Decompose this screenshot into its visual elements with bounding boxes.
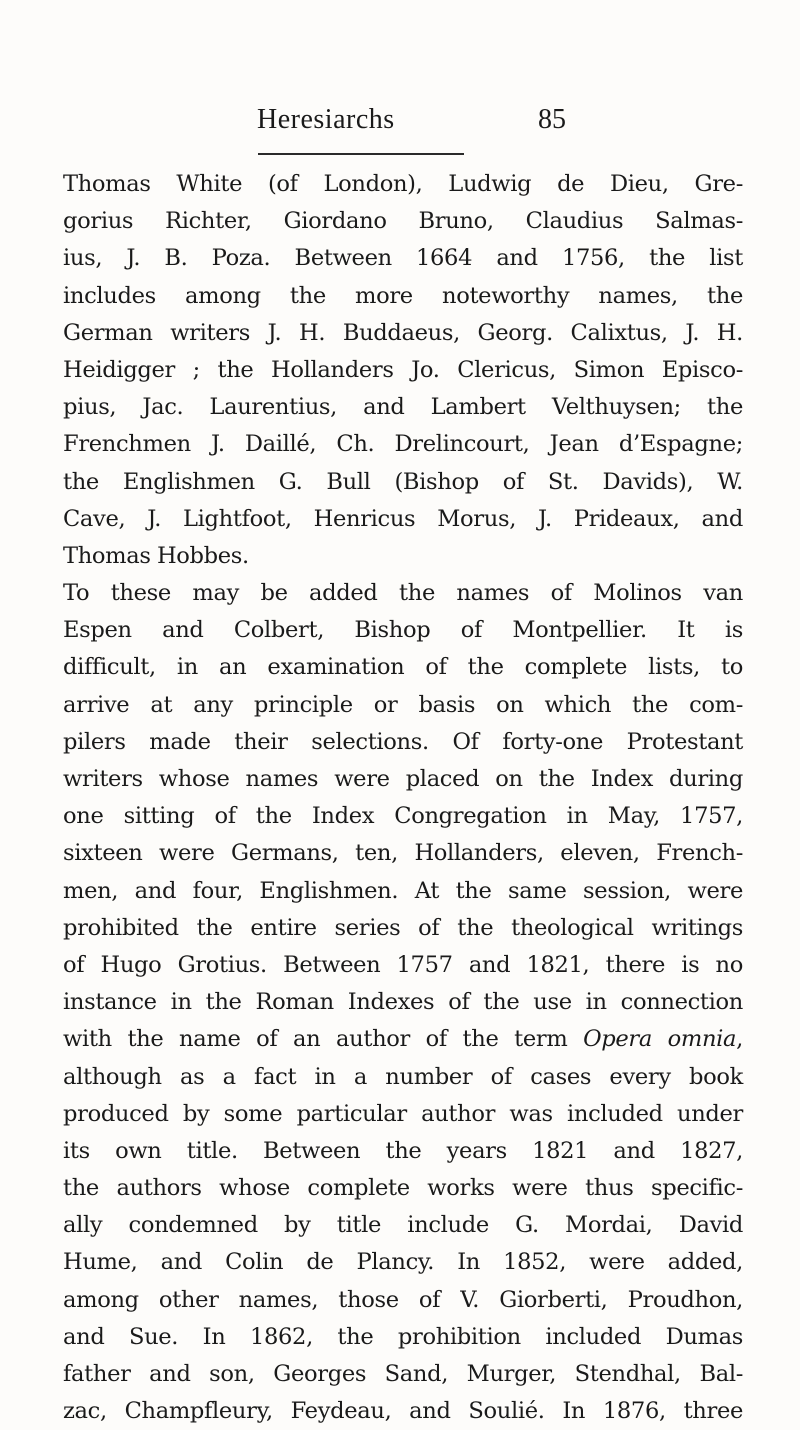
text-line: Thomas White (of London), Ludwig de Dieu, Gre- [63,171,743,197]
text-line: arrive at any principle or basis on which the com- [63,691,743,718]
italic-phrase: Opera omnia [583,1026,737,1053]
running-title: Heresiarchs [257,104,395,135]
text-line: prohibited the entire series of the theological writings [63,914,743,941]
text-line: produced by some particular author was included under [63,1100,743,1127]
text-line: Espen and Colbert, Bishop of Montpellier. It is [63,617,743,644]
text-line: although as a fact in a number of cases every book [63,1063,743,1090]
text-line: To these may be added the names of Molinos van [63,580,743,607]
text-line: ally condemned by title include G. Mordai, David [63,1212,743,1239]
text-line: the Englishmen G. Bull (Bishop of St. Davids), W. [63,468,743,495]
text-line-with-italic [63,1021,743,1058]
text-line: its own title. Between the years 1821 and 1827, [63,1137,743,1164]
text-line: writers whose names were placed on the Index during [63,766,743,792]
text-line: Cave, J. Lightfoot, Henricus Morus, J. Prideaux, and [63,505,743,532]
text-line: gorius Richter, Giordano Bruno, Claudius Salmas- [63,208,743,235]
text-line: the authors whose complete works were thus specific- [63,1175,743,1202]
text-line: and Sue. In 1862, the prohibition included Dumas [63,1323,743,1350]
text-line: father and son, Georges Sand, Murger, Stendhal, Bal- [63,1361,743,1387]
text-line: includes among the more noteworthy names, the [63,282,743,309]
text-line: sixteen were Germans, ten, Hollanders, eleven, French- [63,840,743,867]
text-line: instance in the Roman Indexes of the use in connection [63,989,743,1016]
body-text [63,166,743,1430]
italic-trailing-punct: , [736,1026,744,1053]
running-header [0,100,800,140]
text-line: men, and four, Englishmen. At the same session, were [63,877,743,904]
text-line: German writers J. H. Buddaeus, Georg. Calixtus, J. H. [63,319,743,346]
text-line: one sitting of the Index Congregation in May, 1757, [63,803,743,830]
text-line: Hume, and Colin de Plancy. In 1852, were added, [63,1249,743,1276]
text-line: of Hugo Grotius. Between 1757 and 1821, there is no [63,951,743,978]
text-line: Thomas Hobbes. [63,542,249,569]
page-number: 85 [538,104,566,135]
text-line: difficult, in an examination of the complete lists, to [63,654,743,681]
text-line-start: with the name of an author of the term [63,1026,584,1053]
text-line: Frenchmen J. Daillé, Ch. Drelincourt, Jean d’Espagne; [63,431,743,458]
text-line: pius, Jac. Laurentius, and Lambert Velthuysen; the [63,394,743,421]
text-line: Heidigger ; the Hollanders Jo. Clericus, Simon Episco- [63,356,743,383]
text-line: pilers made their selections. Of forty-one Protestant [63,728,743,755]
text-line: ius, J. B. Poza. Between 1664 and 1756, the list [63,245,743,272]
text-line: zac, Champfleury, Feydeau, and Soulié. In 1876, three [63,1398,743,1425]
header-rule [258,153,464,155]
text-line: among other names, those of V. Giorberti, Proudhon, [63,1286,743,1313]
